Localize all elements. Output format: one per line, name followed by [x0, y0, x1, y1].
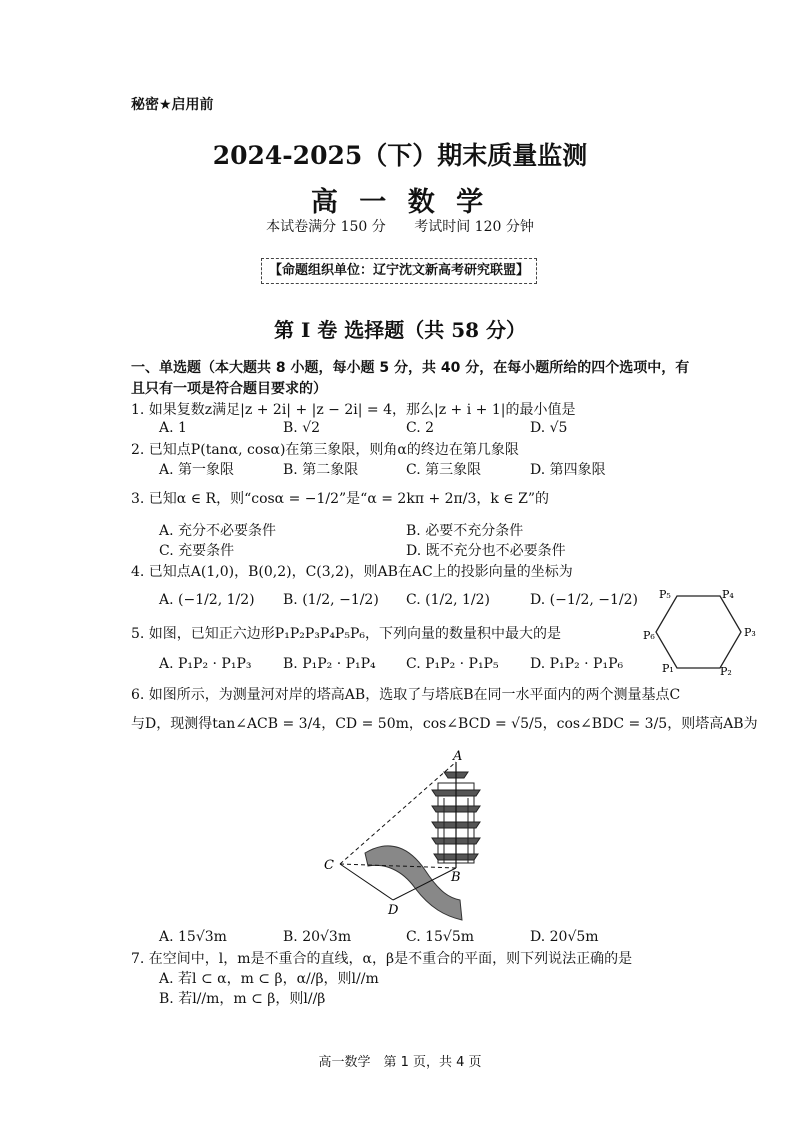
- q4-option-a: A. (−1/2, 1/2): [159, 592, 255, 608]
- q5-option-b: B. P₁P₂ · P₁P₄: [283, 656, 376, 672]
- q3-option-c: C. 充要条件: [159, 543, 235, 559]
- hexagon-shape: [656, 596, 741, 668]
- q1-option-d: D. √5: [530, 420, 568, 436]
- q6-option-c: C. 15√5m: [406, 929, 475, 945]
- q4-stem: 4. 已知点A(1,0)，B(0,2)，C(3,2)，则AB在AC上的投影向量的坐标为: [131, 564, 573, 580]
- fig-label-b: B: [451, 870, 461, 885]
- q7-option-b: B. 若l//m，m ⊂ β，则l//β: [159, 991, 326, 1007]
- tower-figure: [310, 748, 500, 923]
- q2-option-a: A. 第一象限: [159, 462, 235, 478]
- section1-line1: 一、单选题（本大题共 8 小题，每小题 5 分，共 40 分，在每小题所给的四个选项中，有: [131, 360, 690, 376]
- section1-line2: 且只有一项是符合题目要求的）: [131, 381, 327, 397]
- q6-option-a: A. 15√3m: [159, 929, 227, 945]
- q5-stem: 5. 如图，已知正六边形P₁P₂P₃P₄P₅P₆，下列向量的数量积中最大的是: [131, 626, 561, 642]
- q2-option-d: D. 第四象限: [530, 462, 606, 478]
- exam-subject: 高 一 数 学: [310, 187, 490, 218]
- secret-label: 秘密★启用前: [131, 97, 214, 113]
- q7-stem: 7. 在空间中，l，m是不重合的直线，α，β是不重合的平面，则下列说法正确的是: [131, 951, 633, 967]
- q5-option-a: A. P₁P₂ · P₁P₃: [159, 656, 252, 672]
- hex-label-p6: P₆: [643, 629, 655, 642]
- q4-option-b: B. (1/2, −1/2): [283, 592, 379, 608]
- q6-option-b: B. 20√3m: [283, 929, 352, 945]
- q3-stem: 3. 已知α ∈ R，则“cosα = −1/2”是“α = 2kπ + 2π/3，k ∈ Z”的: [131, 491, 550, 507]
- line-cd: [340, 864, 393, 900]
- q3-option-d: D. 既不充分也不必要条件: [406, 543, 566, 559]
- q1-option-a: A. 1: [159, 420, 187, 436]
- hex-label-p2: P₂: [720, 665, 732, 678]
- fig-label-a: A: [453, 749, 463, 764]
- q3-option-b: B. 必要不充分条件: [406, 523, 524, 539]
- score-info: 本试卷满分 150 分: [266, 219, 386, 235]
- hex-label-p5: P₅: [659, 588, 671, 601]
- hex-label-p1: P₁: [662, 662, 674, 675]
- q7-option-a: A. 若l ⊂ α，m ⊂ β，α//β，则l//m: [159, 971, 379, 987]
- q1-option-c: C. 2: [406, 420, 435, 436]
- fig-label-d: D: [388, 903, 399, 918]
- organizer-box: 【命题组织单位：辽宁沈文新高考研究联盟】: [261, 258, 537, 284]
- q2-stem: 2. 已知点P(tanα, cosα)在第三象限，则角α的终边在第几象限: [131, 442, 519, 458]
- q5-option-c: C. P₁P₂ · P₁P₅: [406, 656, 499, 672]
- hex-label-p3: P₃: [744, 626, 756, 639]
- fig-label-c: C: [324, 858, 334, 873]
- exam-title: 2024-2025（下）期末质量监测: [212, 141, 588, 170]
- exam-info: [0, 216, 800, 236]
- q4-option-d: D. (−1/2, −1/2): [530, 592, 638, 608]
- page-footer: 高一数学 第 1 页，共 4 页: [318, 1055, 482, 1070]
- q4-option-c: C. (1/2, 1/2): [406, 592, 490, 608]
- hex-label-p4: P₄: [722, 588, 734, 601]
- hexagon-figure: [640, 582, 770, 682]
- q5-option-d: D. P₁P₂ · P₁P₆: [530, 656, 624, 672]
- q2-option-b: B. 第二象限: [283, 462, 359, 478]
- q6-stem-line2: 与D，现测得tan∠ACB = 3/4，CD = 50m，cos∠BCD = √5/5，cos∠BDC = 3/5，则塔高AB为: [131, 716, 758, 732]
- part1-title: 第 I 卷 选择题（共 58 分）: [273, 318, 526, 342]
- time-info: 考试时间 120 分钟: [414, 219, 534, 235]
- q6-stem-line1: 6. 如图所示，为测量河对岸的塔高AB，选取了与塔底B在同一水平面内的两个测量基点C: [131, 687, 681, 703]
- q6-option-d: D. 20√5m: [530, 929, 599, 945]
- q2-option-c: C. 第三象限: [406, 462, 482, 478]
- q1-stem: 1. 如果复数z满足|z + 2i| + |z − 2i| = 4，那么|z + i + 1|的最小值是: [131, 402, 576, 418]
- q1-option-b: B. √2: [283, 420, 321, 436]
- q3-option-a: A. 充分不必要条件: [159, 523, 277, 539]
